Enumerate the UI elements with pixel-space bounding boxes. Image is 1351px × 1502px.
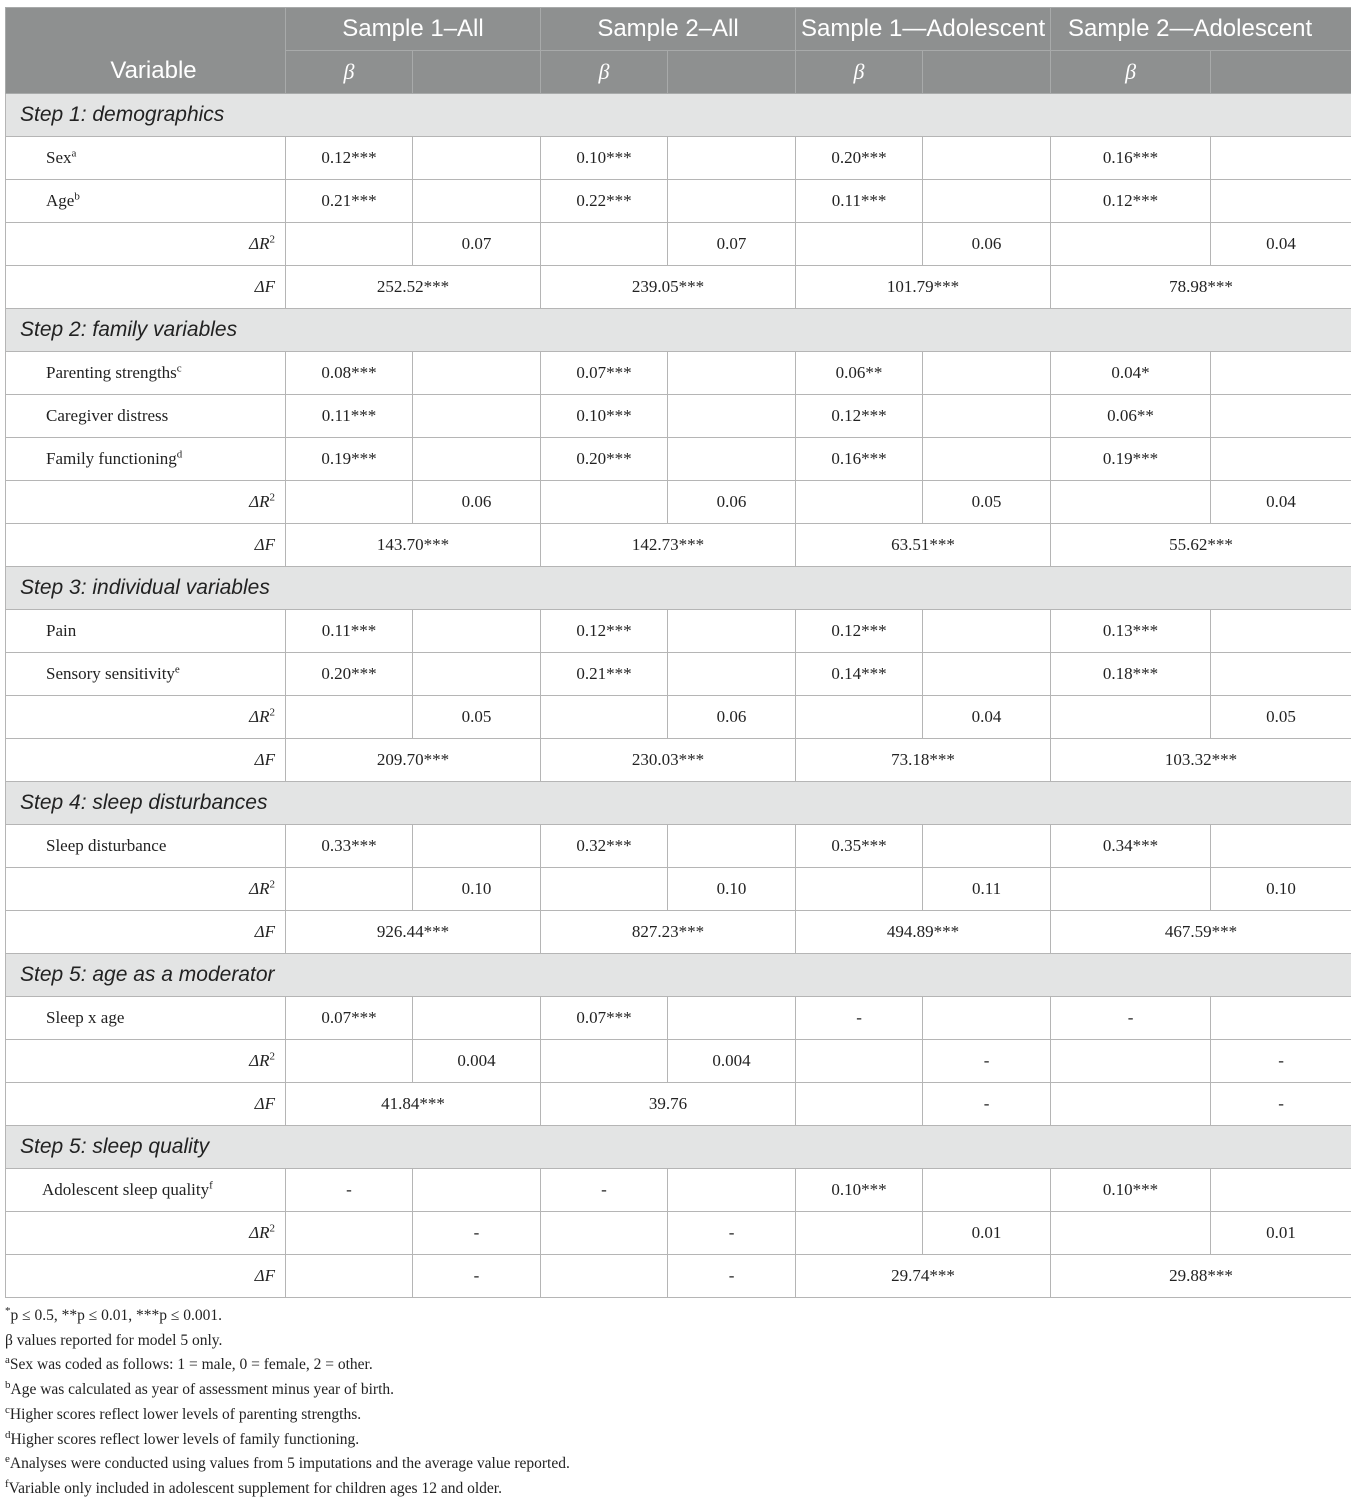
footnote-text: p ≤ 0.5, **p ≤ 0.01, ***p ≤ 0.001.	[10, 1307, 223, 1324]
empty-cell	[668, 997, 796, 1040]
variable-row	[6, 610, 1351, 653]
empty-cell	[1051, 696, 1211, 739]
delta-f-value: 143.70***	[286, 524, 541, 567]
empty-cell	[923, 180, 1051, 223]
delta-f-value: 29.74***	[796, 1255, 1051, 1298]
beta-value: 0.21***	[541, 653, 668, 696]
beta-value: 0.12***	[796, 610, 923, 653]
delta-f-row	[6, 266, 1351, 309]
delta-r2-text: ΔR	[249, 492, 270, 511]
empty-cell	[413, 137, 541, 180]
beta-header: β	[541, 51, 668, 94]
empty-cell	[1211, 997, 1351, 1040]
empty-cell	[541, 1040, 668, 1083]
footnote-marker: a	[5, 1354, 10, 1367]
footnote-marker: a	[71, 147, 77, 160]
empty-cell	[1051, 868, 1211, 911]
step-title: Step 1: demographics	[6, 94, 1351, 137]
empty-cell	[541, 1255, 668, 1298]
beta-value: 0.10***	[1051, 1169, 1211, 1212]
beta-value: 0.08***	[286, 352, 413, 395]
empty-cell	[541, 223, 668, 266]
beta-value: 0.35***	[796, 825, 923, 868]
empty-cell	[796, 481, 923, 524]
footnote-line	[5, 1378, 570, 1403]
beta-value: 0.11***	[286, 395, 413, 438]
beta-value: 0.11***	[796, 180, 923, 223]
footnote-line	[5, 1428, 570, 1453]
beta-value: 0.16***	[1051, 137, 1211, 180]
delta-r2-row	[6, 868, 1351, 911]
beta-value: 0.07***	[286, 997, 413, 1040]
delta-r2-label	[6, 223, 286, 266]
footnote-text: Analyses were conducted using values from 5 imputations and the average value reported.	[9, 1455, 570, 1473]
empty-cell	[668, 352, 796, 395]
delta-r2-value: 0.07	[413, 223, 541, 266]
footnote-marker: d	[176, 448, 183, 461]
delta-r2-superscript: 2	[269, 491, 275, 504]
delta-f-value: -	[1211, 1083, 1351, 1126]
delta-r2-value: 0.06	[413, 481, 541, 524]
delta-r2-value: -	[1211, 1040, 1351, 1083]
variable-row	[6, 395, 1351, 438]
delta-f-value: 142.73***	[541, 524, 796, 567]
delta-f-label: ΔF	[6, 1083, 286, 1126]
empty-cell	[1211, 825, 1351, 868]
variable-column-header: Variable	[6, 8, 286, 94]
delta-r2-label	[6, 481, 286, 524]
step-row	[6, 94, 1351, 137]
delta-r2-text: ΔR	[249, 1223, 270, 1242]
delta-r2-text: ΔR	[249, 707, 270, 726]
empty-cell	[796, 1040, 923, 1083]
empty-cell	[1211, 352, 1351, 395]
beta-header: β	[796, 51, 923, 94]
delta-r2-row	[6, 223, 1351, 266]
footnote-marker: b	[74, 190, 80, 203]
empty-cell	[1211, 653, 1351, 696]
variable-name: Sensory sensitivity	[46, 664, 175, 683]
empty-cell	[413, 653, 541, 696]
variable-label	[6, 352, 286, 395]
delta-r2-superscript: 2	[269, 1222, 275, 1235]
delta-r2-value: -	[923, 1040, 1051, 1083]
empty-cell	[1051, 481, 1211, 524]
beta-value: 0.10***	[541, 395, 668, 438]
delta-r2-value: 0.05	[413, 696, 541, 739]
empty-cell	[541, 696, 668, 739]
empty-header-cell	[668, 51, 796, 94]
footnote-marker: f	[5, 1477, 9, 1490]
empty-cell	[413, 180, 541, 223]
empty-cell	[1211, 610, 1351, 653]
delta-r2-value: 0.10	[668, 868, 796, 911]
variable-label	[6, 825, 286, 868]
empty-cell	[668, 180, 796, 223]
step-title: Step 2: family variables	[6, 309, 1351, 352]
variable-row	[6, 438, 1351, 481]
beta-value: -	[1051, 997, 1211, 1040]
variable-name: Parenting strengths	[46, 363, 177, 382]
empty-cell	[923, 825, 1051, 868]
sample-header: Sample 2—Adolescent	[1051, 8, 1351, 51]
delta-r2-text: ΔR	[249, 879, 270, 898]
footnote-marker: e	[5, 1453, 10, 1466]
empty-cell	[668, 610, 796, 653]
empty-cell	[1051, 1040, 1211, 1083]
delta-r2-value: 0.01	[923, 1212, 1051, 1255]
footnote-line	[5, 1403, 570, 1428]
variable-name: Pain	[46, 621, 77, 640]
empty-cell	[796, 1212, 923, 1255]
delta-f-value: 73.18***	[796, 739, 1051, 782]
table-header	[6, 8, 1351, 94]
delta-r2-value: 0.004	[413, 1040, 541, 1083]
delta-r2-label	[6, 1212, 286, 1255]
regression-table	[5, 7, 1351, 1298]
delta-r2-value: 0.07	[668, 223, 796, 266]
delta-r2-row	[6, 696, 1351, 739]
beta-value: 0.07***	[541, 997, 668, 1040]
delta-f-label: ΔF	[6, 266, 286, 309]
empty-cell	[413, 395, 541, 438]
beta-value: -	[286, 1169, 413, 1212]
delta-r2-superscript: 2	[269, 706, 275, 719]
delta-r2-label	[6, 1040, 286, 1083]
beta-value: 0.07***	[541, 352, 668, 395]
footnote-line	[5, 1329, 570, 1354]
footnote-marker: b	[5, 1378, 11, 1391]
step-title: Step 4: sleep disturbances	[6, 782, 1351, 825]
variable-name: Age	[46, 191, 75, 210]
delta-f-value: 467.59***	[1051, 911, 1351, 954]
variable-row	[6, 997, 1351, 1040]
step-row	[6, 309, 1351, 352]
variable-row	[6, 825, 1351, 868]
beta-value: 0.12***	[1051, 180, 1211, 223]
variable-name: Sleep x age	[46, 1008, 125, 1027]
delta-r2-value: 0.05	[923, 481, 1051, 524]
variable-name: Adolescent sleep quality	[42, 1180, 210, 1199]
beta-value: 0.12***	[286, 137, 413, 180]
delta-r2-value: 0.06	[668, 481, 796, 524]
footnote-text: Higher scores reflect lower levels of parenting strengths.	[9, 1405, 362, 1423]
step-row	[6, 1126, 1351, 1169]
footnote-text: Variable only included in adolescent supplement for children ages 12 and older.	[8, 1479, 502, 1497]
footnote-line	[5, 1353, 570, 1378]
footnote-line	[5, 1477, 570, 1502]
beta-value: -	[541, 1169, 668, 1212]
delta-r2-row	[6, 1212, 1351, 1255]
delta-r2-text: ΔR	[249, 1051, 270, 1070]
beta-value: 0.20***	[286, 653, 413, 696]
delta-r2-value: 0.05	[1211, 696, 1351, 739]
footnote-line	[5, 1452, 570, 1477]
variable-name: Family functioning	[46, 449, 177, 468]
empty-cell	[413, 352, 541, 395]
variable-label	[6, 610, 286, 653]
step-title: Step 5: sleep quality	[6, 1126, 1351, 1169]
beta-value: 0.19***	[1051, 438, 1211, 481]
delta-f-value: 55.62***	[1051, 524, 1351, 567]
empty-cell	[1211, 180, 1351, 223]
beta-header: β	[1051, 51, 1211, 94]
delta-r2-value: 0.06	[923, 223, 1051, 266]
empty-cell	[541, 868, 668, 911]
empty-cell	[1211, 438, 1351, 481]
delta-f-value: 239.05***	[541, 266, 796, 309]
delta-f-value: 63.51***	[796, 524, 1051, 567]
delta-f-row	[6, 1255, 1351, 1298]
delta-r2-label	[6, 868, 286, 911]
delta-f-value: 494.89***	[796, 911, 1051, 954]
footnote-line	[5, 1304, 570, 1329]
delta-f-value: -	[668, 1255, 796, 1298]
delta-r2-value: -	[413, 1212, 541, 1255]
empty-cell	[923, 137, 1051, 180]
variable-label	[6, 395, 286, 438]
sample-header: Sample 2–All	[541, 8, 796, 51]
beta-value: 0.10***	[541, 137, 668, 180]
sample-header: Sample 1—Adolescent	[796, 8, 1051, 51]
empty-cell	[923, 997, 1051, 1040]
empty-cell	[668, 137, 796, 180]
delta-r2-superscript: 2	[269, 1050, 275, 1063]
footnote-text: β values reported for model 5 only.	[5, 1331, 223, 1349]
beta-value: 0.11***	[286, 610, 413, 653]
step-title: Step 3: individual variables	[6, 567, 1351, 610]
empty-cell	[413, 1169, 541, 1212]
beta-header: β	[286, 51, 413, 94]
variable-name: Sleep disturbance	[46, 836, 167, 855]
beta-value: 0.21***	[286, 180, 413, 223]
beta-value: 0.34***	[1051, 825, 1211, 868]
footnote-marker: *	[5, 1304, 11, 1317]
delta-f-value: 39.76	[541, 1083, 796, 1126]
delta-f-row	[6, 524, 1351, 567]
step-row	[6, 954, 1351, 997]
variable-label	[6, 1169, 286, 1212]
delta-r2-label	[6, 696, 286, 739]
empty-cell	[286, 1255, 413, 1298]
variable-label	[6, 180, 286, 223]
delta-r2-value: 0.10	[413, 868, 541, 911]
variable-name: Sex	[46, 148, 72, 167]
delta-r2-value: 0.10	[1211, 868, 1351, 911]
beta-value: 0.10***	[796, 1169, 923, 1212]
empty-cell	[668, 1169, 796, 1212]
delta-f-row	[6, 911, 1351, 954]
beta-value: 0.19***	[286, 438, 413, 481]
empty-cell	[413, 825, 541, 868]
empty-cell	[1211, 137, 1351, 180]
delta-r2-value: 0.11	[923, 868, 1051, 911]
footnote-marker: d	[5, 1428, 11, 1441]
beta-value: -	[796, 997, 923, 1040]
delta-r2-superscript: 2	[269, 878, 275, 891]
beta-value: 0.33***	[286, 825, 413, 868]
delta-f-value: 252.52***	[286, 266, 541, 309]
delta-f-row	[6, 739, 1351, 782]
empty-cell	[286, 1040, 413, 1083]
empty-cell	[541, 481, 668, 524]
variable-name: Caregiver distress	[46, 406, 169, 425]
beta-value: 0.16***	[796, 438, 923, 481]
delta-f-label: ΔF	[6, 524, 286, 567]
sample-header: Sample 1–All	[286, 8, 541, 51]
variable-row	[6, 137, 1351, 180]
beta-value: 0.20***	[541, 438, 668, 481]
empty-cell	[923, 1169, 1051, 1212]
delta-f-value: 78.98***	[1051, 266, 1351, 309]
empty-cell	[796, 868, 923, 911]
empty-cell	[1051, 223, 1211, 266]
delta-f-value: -	[413, 1255, 541, 1298]
empty-cell	[286, 868, 413, 911]
empty-cell	[286, 481, 413, 524]
delta-f-value: 926.44***	[286, 911, 541, 954]
footnote-marker: e	[174, 663, 180, 676]
beta-value: 0.18***	[1051, 653, 1211, 696]
delta-f-label: ΔF	[6, 911, 286, 954]
footnote-marker: f	[209, 1179, 213, 1192]
delta-f-row	[6, 1083, 1351, 1126]
beta-value: 0.20***	[796, 137, 923, 180]
delta-f-value: 101.79***	[796, 266, 1051, 309]
empty-cell	[286, 1212, 413, 1255]
delta-f-value: 103.32***	[1051, 739, 1351, 782]
variable-label	[6, 438, 286, 481]
table-body	[6, 94, 1351, 1298]
empty-cell	[1211, 395, 1351, 438]
empty-header-cell	[923, 51, 1051, 94]
step-row	[6, 782, 1351, 825]
delta-f-value: 230.03***	[541, 739, 796, 782]
empty-cell	[541, 1212, 668, 1255]
variable-label	[6, 137, 286, 180]
empty-cell	[796, 1083, 923, 1126]
footnote-text: Sex was coded as follows: 1 = male, 0 = female, 2 = other.	[9, 1356, 373, 1374]
beta-value: 0.06**	[796, 352, 923, 395]
empty-cell	[286, 696, 413, 739]
empty-cell	[668, 653, 796, 696]
empty-cell	[668, 825, 796, 868]
beta-value: 0.12***	[541, 610, 668, 653]
beta-value: 0.12***	[796, 395, 923, 438]
delta-r2-superscript: 2	[269, 233, 275, 246]
empty-header-cell	[413, 51, 541, 94]
delta-f-value: 209.70***	[286, 739, 541, 782]
variable-row	[6, 653, 1351, 696]
beta-value: 0.04*	[1051, 352, 1211, 395]
empty-cell	[668, 395, 796, 438]
beta-value: 0.13***	[1051, 610, 1211, 653]
empty-cell	[923, 352, 1051, 395]
delta-r2-row	[6, 481, 1351, 524]
delta-r2-value: 0.06	[668, 696, 796, 739]
step-title: Step 5: age as a moderator	[6, 954, 1351, 997]
delta-f-value: 41.84***	[286, 1083, 541, 1126]
empty-cell	[796, 223, 923, 266]
delta-r2-row	[6, 1040, 1351, 1083]
delta-f-label: ΔF	[6, 1255, 286, 1298]
table-footnotes	[5, 1304, 570, 1502]
variable-row	[6, 1169, 1351, 1212]
regression-table-container	[5, 7, 1351, 1298]
variable-label	[6, 997, 286, 1040]
delta-f-label: ΔF	[6, 739, 286, 782]
beta-value: 0.22***	[541, 180, 668, 223]
empty-cell	[796, 696, 923, 739]
footnote-text: Higher scores reflect lower levels of family functioning.	[10, 1430, 360, 1448]
delta-f-value: 827.23***	[541, 911, 796, 954]
beta-value: 0.32***	[541, 825, 668, 868]
empty-cell	[413, 997, 541, 1040]
variable-label	[6, 653, 286, 696]
delta-r2-text: ΔR	[249, 234, 270, 253]
empty-cell	[1211, 1169, 1351, 1212]
beta-value: 0.06**	[1051, 395, 1211, 438]
delta-r2-value: 0.004	[668, 1040, 796, 1083]
empty-cell	[923, 438, 1051, 481]
delta-r2-value: -	[668, 1212, 796, 1255]
delta-r2-value: 0.04	[1211, 223, 1351, 266]
empty-cell	[923, 610, 1051, 653]
empty-cell	[413, 610, 541, 653]
empty-cell	[413, 438, 541, 481]
beta-value: 0.14***	[796, 653, 923, 696]
variable-row	[6, 352, 1351, 395]
variable-row	[6, 180, 1351, 223]
empty-cell	[1051, 1083, 1211, 1126]
delta-f-value: -	[923, 1083, 1051, 1126]
delta-f-value: 29.88***	[1051, 1255, 1351, 1298]
empty-cell	[923, 653, 1051, 696]
footnote-text: Age was calculated as year of assessment minus year of birth.	[10, 1381, 394, 1399]
delta-r2-value: 0.04	[923, 696, 1051, 739]
delta-r2-value: 0.04	[1211, 481, 1351, 524]
footnote-marker: c	[5, 1403, 10, 1416]
empty-header-cell	[1211, 51, 1351, 94]
footnote-marker: c	[176, 362, 182, 375]
delta-r2-value: 0.01	[1211, 1212, 1351, 1255]
empty-cell	[286, 223, 413, 266]
step-row	[6, 567, 1351, 610]
empty-cell	[1051, 1212, 1211, 1255]
empty-cell	[923, 395, 1051, 438]
empty-cell	[668, 438, 796, 481]
